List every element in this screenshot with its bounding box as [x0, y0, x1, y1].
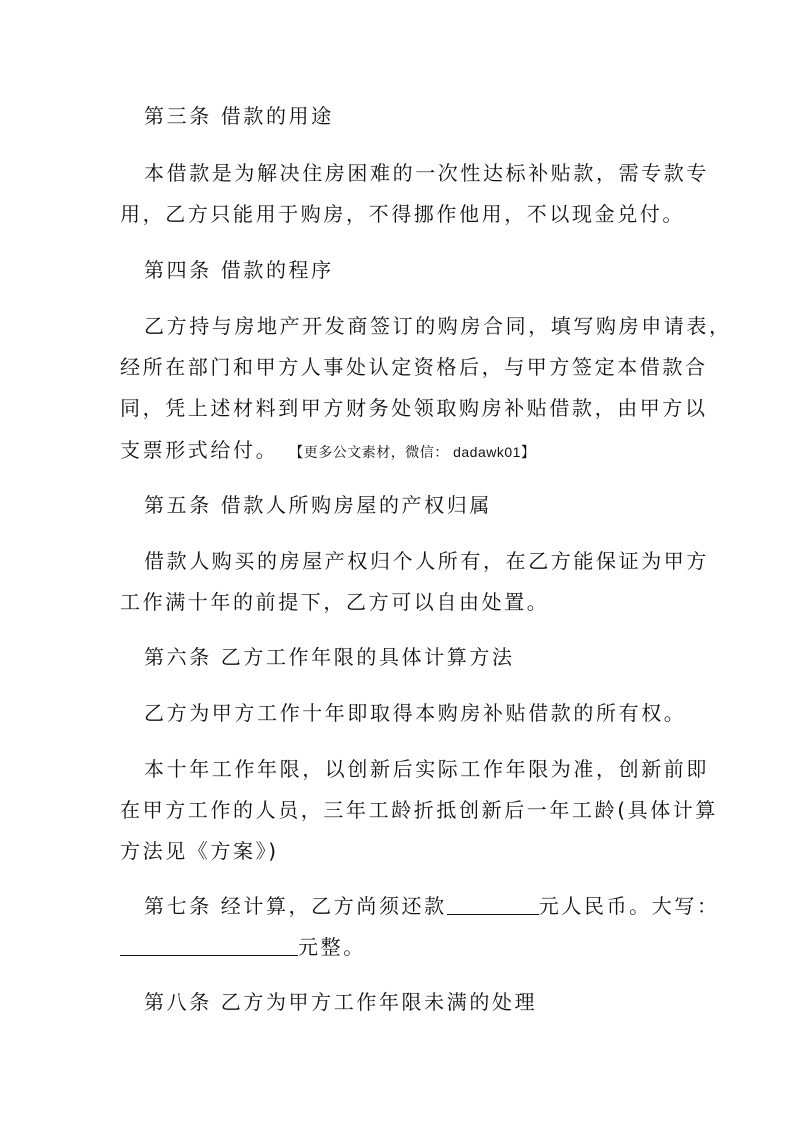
article-4-line-2: 经所在部门和甲方人事处认定资格后，与甲方签定本借款合	[120, 355, 708, 379]
article-3-line-1: 本借款是为解决住房困难的一次性达标补贴款，需专款专	[144, 161, 709, 185]
article-6-para-2-line-1: 本十年工作年限，以创新后实际工作年限为准，创新前即	[144, 757, 709, 781]
article-7-line-1	[144, 892, 720, 920]
article-8-heading: 第八条 乙方为甲方工作年限未满的处理	[144, 990, 538, 1014]
article-7-middle: 元人民币。大写：	[538, 894, 720, 918]
article-5-line-1: 借款人购买的房屋产权归个人所有，在乙方能保证为甲方	[144, 549, 709, 573]
article-5-line-2: 工作满十年的前提下，乙方可以自由处置。	[120, 590, 550, 614]
article-6-para-1: 乙方为甲方工作十年即取得本购房补贴借款的所有权。	[144, 701, 687, 725]
article-4-line-3: 同，凭上述材料到甲方财务处领取购房补贴借款，由甲方以	[120, 396, 708, 420]
promo-note: 【更多公文素材，微信： dadawk01】	[296, 444, 536, 460]
article-6-para-2-line-3: 方法见《方案》)	[120, 839, 279, 863]
article-6-para-2-line-2: 在甲方工作的人员，三年工龄折抵创新后一年工龄(具体计算	[120, 798, 719, 822]
article-7-prefix: 第七条 经计算，乙方尚须还款	[144, 894, 447, 918]
article-6-heading: 第六条 乙方工作年限的具体计算方法	[144, 645, 515, 669]
article-3-line-2: 用，乙方只能用于购房，不得挪作他用，不以现金兑付。	[120, 202, 685, 226]
article-7-suffix: 元整。	[298, 935, 366, 959]
article-4-line-4-text: 支票形式给付。	[120, 438, 279, 462]
article-7-line-2	[120, 933, 680, 961]
amount-blank	[447, 894, 539, 915]
amount-in-words-blank	[120, 935, 298, 956]
article-4-line-4	[120, 436, 680, 466]
article-4-heading: 第四条 借款的程序	[144, 258, 334, 282]
article-3-heading: 第三条 借款的用途	[144, 104, 334, 128]
article-5-heading: 第五条 借款人所购房屋的产权归属	[144, 493, 492, 517]
article-4-line-1: 乙方持与房地产开发商签订的购房合同，填写购房申请表，	[144, 314, 732, 338]
